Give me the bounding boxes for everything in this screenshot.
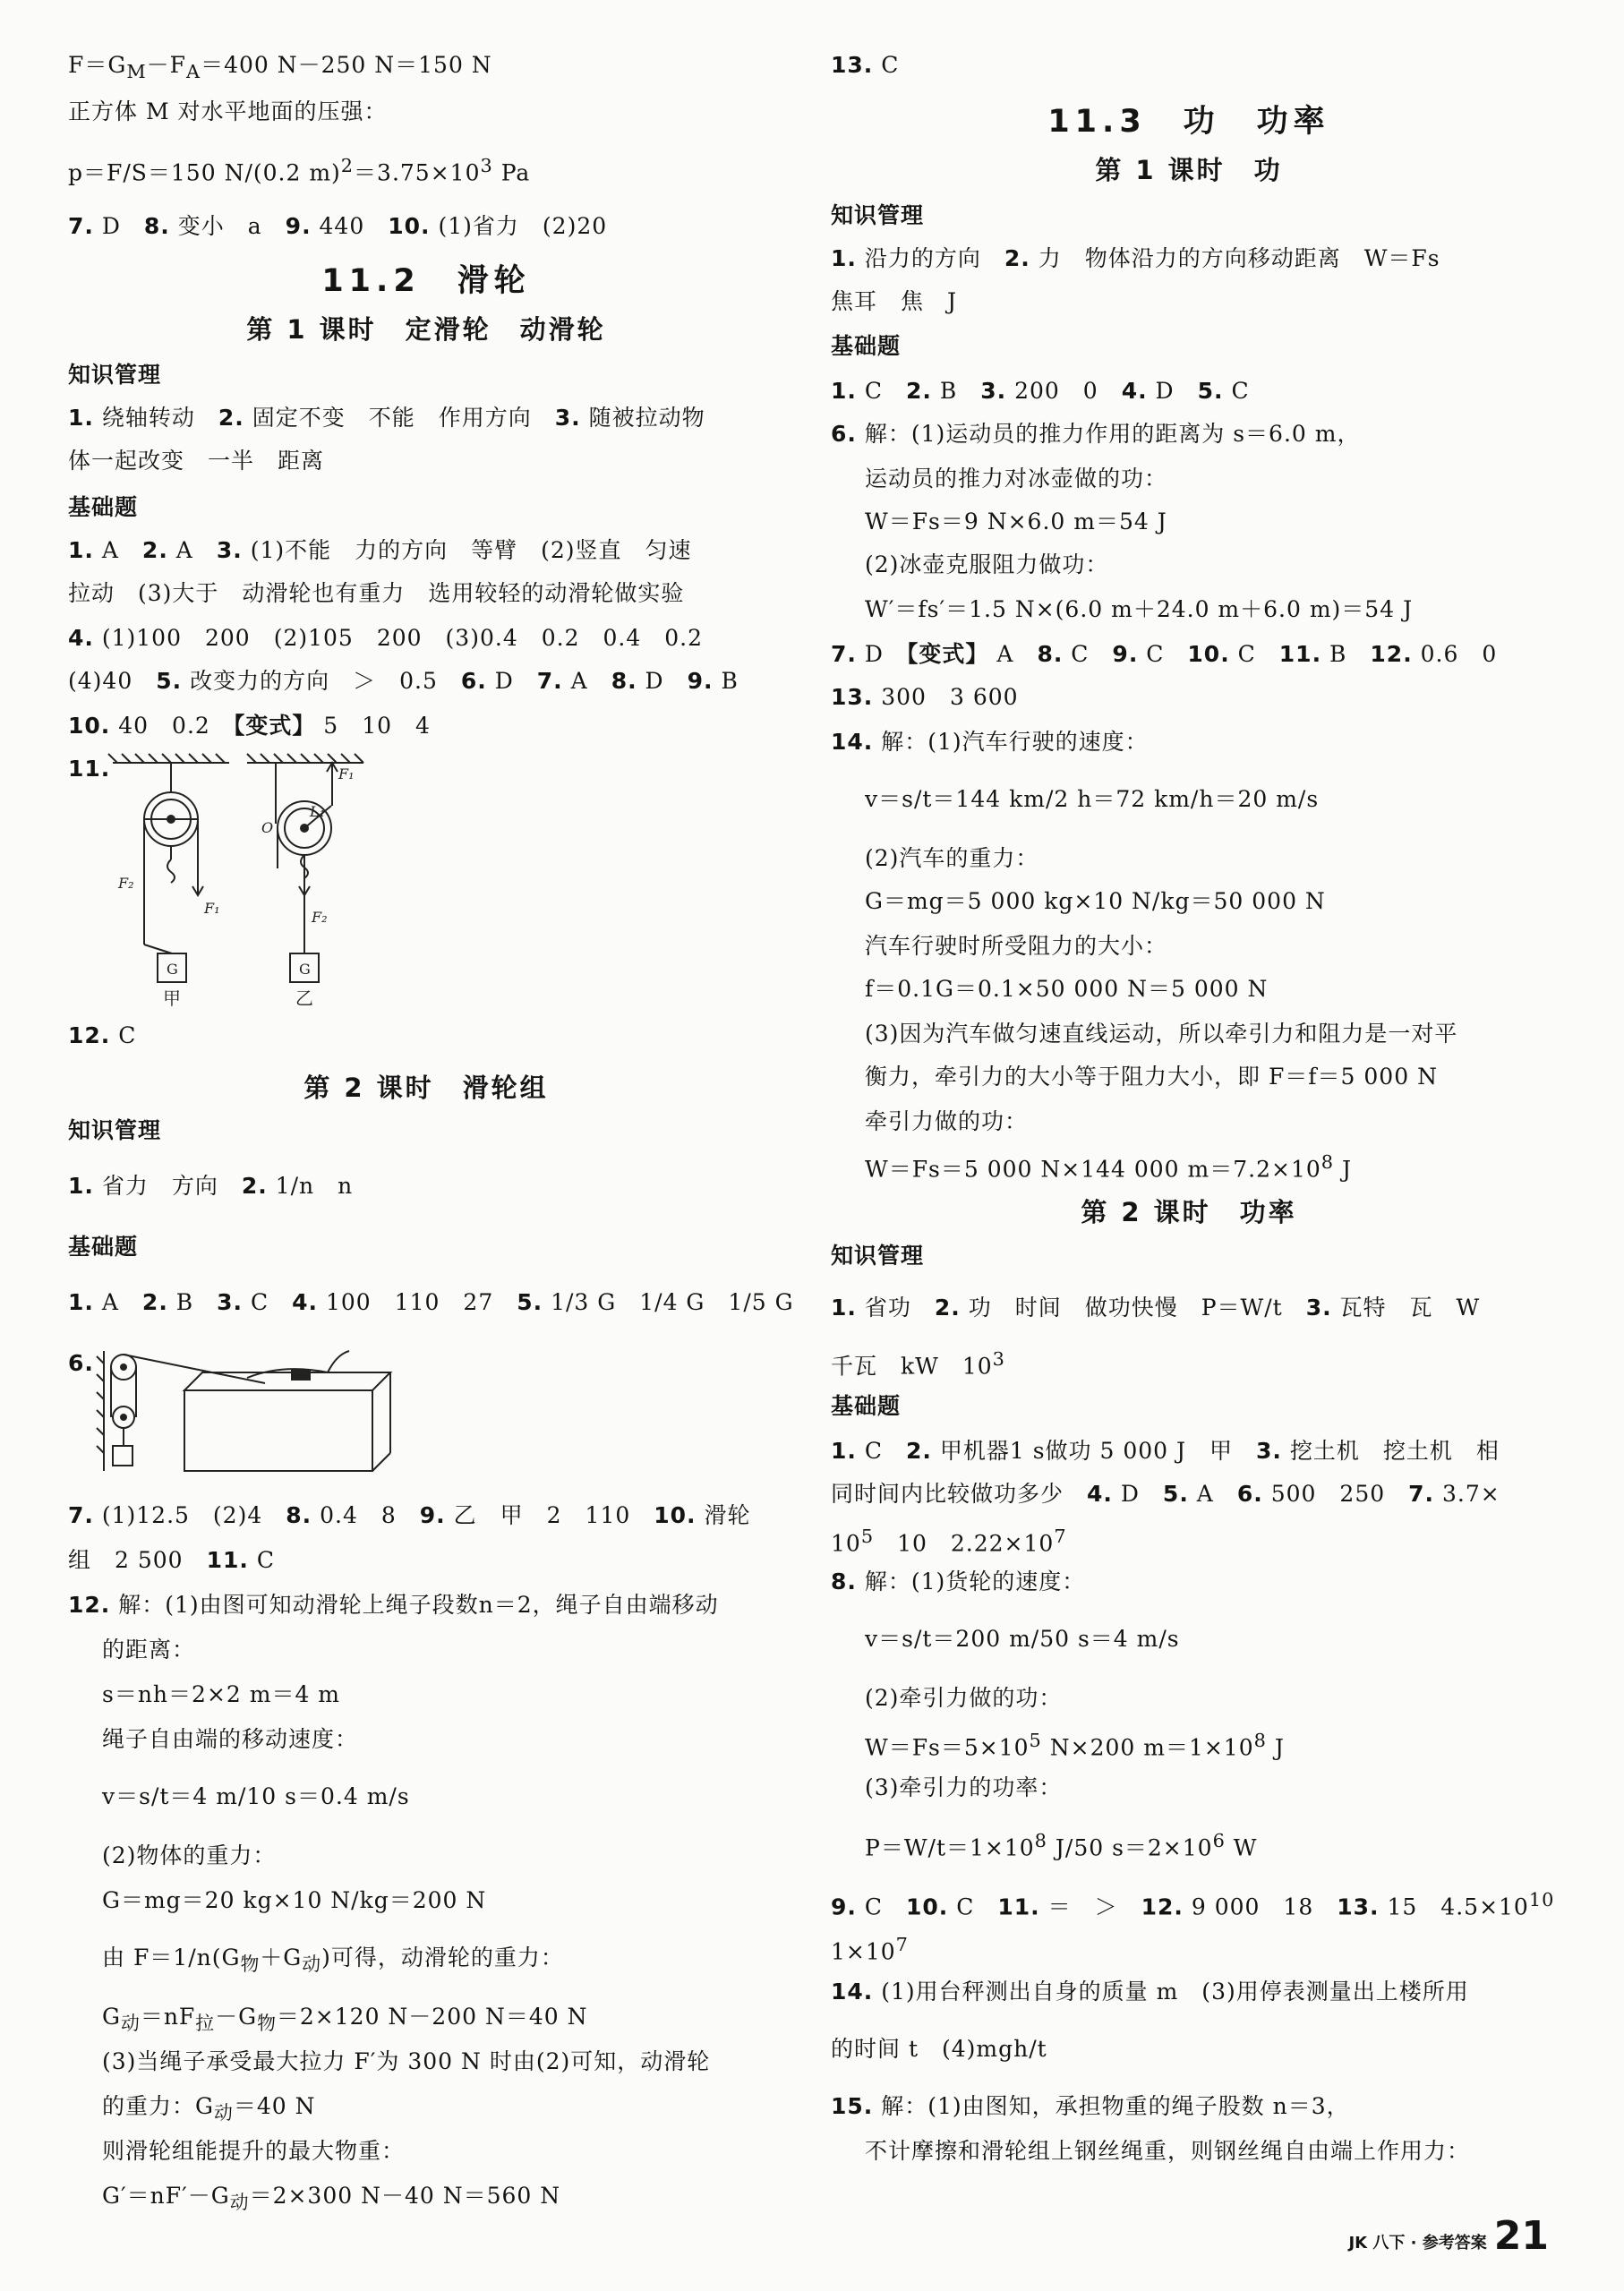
text-line: 运动员的推力对冰壶做的功： [865,466,1168,492]
text-line: $10^5$ 10 $2.22\times 10^7$ [831,1526,1067,1557]
section-header: 知识管理 [831,1243,925,1269]
section-header: 知识管理 [68,1117,162,1143]
label-l1: L₁ [310,803,326,820]
text-line: W＝Fs＝9 N×6.0 m＝54 J [865,509,1167,534]
text-line: 14. (1)用台秤测出自身的质量 m (3)用停表测量出上楼所用 [831,1979,1469,2005]
text-line: (2)牵引力做的功： [865,1685,1063,1711]
text-line: f＝0.1G＝0.1×50 000 N＝5 000 N [865,976,1269,1002]
text-line: $1\times 10^7$ [831,1934,909,1965]
section-header: 基础题 [68,1234,139,1260]
text-line: G＝mg＝5 000 kg×10 N/kg＝50 000 N [865,888,1326,914]
section-header: 基础题 [68,494,139,520]
text-line: 1. 绕轴转动 2. 固定不变 不能 作用方向 3. 随被拉动物 [68,405,705,431]
text-line: $G_动=nF_拉-G_物=2\times 120$ N－200 N＝40 N [102,2004,588,2034]
section-title: 11.2 滑轮 [321,263,531,299]
lesson-title: 第 1 课时 定滑轮 动滑轮 [246,314,606,345]
lesson-title: 第 1 课时 功 [1095,155,1283,185]
text-line: 的距离： [102,1637,196,1663]
footer-tag: JK 八下 · 参考答案 [1348,2234,1487,2253]
text-line: 7. D 8. 变小 a 9. 440 10. (1)省力 (2)20 [68,213,608,239]
label-f1: F₁ [338,765,355,782]
text-line: 15. 解：(1)由图知，承担物重的绳子股数 n＝3， [831,2093,1350,2119]
text-line: $P=W/t=1\times 10^8$ J/50 $s=2\times 10^6$ W [865,1830,1258,1861]
text-line: 则滑轮组能提升的最大物重： [102,2138,406,2164]
text-line: (3)牵引力的功率： [865,1774,1063,1800]
text-line: 的重力：$G_动=40$ N [102,2093,316,2124]
text-line: 1. 沿力的方向 2. 力 物体沿力的方向移动距离 W＝Fs [831,245,1440,271]
label-g: G [167,961,178,978]
text-line: (2)冰壶克服阻力做功： [865,551,1109,577]
text-line: $G'=nF'-G_动=2\times 300$ N－40 N＝560 N [102,2183,561,2213]
text-line: 1. C 2. B 3. 200 0 4. D 5. C [831,378,1250,404]
lesson-title: 第 2 课时 滑轮组 [303,1073,549,1103]
text-line: $W=Fs=5\times 10^5$ N×200 $m=1\times 10^8$ J [865,1730,1285,1761]
text-line: 12. 解：(1)由图可知动滑轮上绳子段数n＝2，绳子自由端移动 [68,1592,719,1618]
text-line: v＝s/t＝4 m/10 s＝0.4 m/s [102,1783,410,1809]
page-number: 21 [1493,2213,1549,2259]
text-line: 拉动 (3)大于 动滑轮也有重力 选用较轻的动滑轮做实验 [68,580,685,606]
text-line: 1. A 2. B 3. C 4. 100 110 27 5. 1/3 G 1/4 G 1/5 G [68,1289,794,1315]
text-line: W＝Fs＝5 000 N×144 000 $m=7.2\times 10^8$ J [865,1151,1352,1183]
text-line: 13. C [831,52,900,78]
text-line: 6. 解：(1)运动员的推力作用的距离为 s＝6.0 m， [831,421,1361,447]
text-line: 12. C [68,1022,137,1048]
text-line: 9. C 10. C 11. ＝ ＞ 12. 9 000 18 13. 15 $4.5\times 10^{10}$ [831,1889,1555,1920]
text-line: (2)物体的重力： [102,1842,277,1868]
text-line: 的时间 t (4)mgh/t [831,2036,1047,2062]
text-line: 13. 300 3 600 [831,684,1019,710]
pulley-diagram [104,752,381,1012]
label-yi: 乙 [295,987,313,1009]
text-line: 绳子自由端的移动速度： [102,1726,359,1752]
text-line: W′＝fs′＝1.5 N×(6.0 m＋24.0 m＋6.0 m)＝54 J [865,596,1414,622]
text-line: 不计摩擦和滑轮组上钢丝绳重，则钢丝绳自由端上作用力： [865,2138,1471,2164]
label-f2: F₂ [118,875,134,892]
text-line: 焦耳 焦 J [831,288,958,314]
text-line: 1. 省功 2. 功 时间 做功快慢 P＝W/t 3. 瓦特 瓦 W [831,1295,1481,1321]
text-line: 由 $F=1/n(G_物+G_动)$可得，动滑轮的重力： [102,1945,564,1975]
text-line: 8. 解：(1)货轮的速度： [831,1569,1086,1594]
text-line: 千瓦 kW $10^3$ [831,1348,1005,1380]
section-header: 基础题 [831,333,902,359]
text-line: v＝s/t＝144 km/2 h＝72 km/h＝20 m/s [865,786,1320,812]
text-line: 体一起改变 一半 距离 [68,448,325,474]
text-line: 牵引力做的功： [865,1108,1029,1134]
pulley-bed-diagram [86,1346,408,1480]
text-line: $F=G_M-F_A=400$ N－250 N＝150 N [68,52,492,82]
text-line: 衡力，牵引力的大小等于阻力大小，即 F＝f＝5 000 N [865,1064,1438,1090]
text-line: G＝mg＝20 kg×10 N/kg＝200 N [102,1887,487,1913]
question-number: 6. [68,1350,94,1376]
question-number: 11. [68,756,111,782]
label-jia: 甲 [163,987,181,1009]
text-line: 1. A 2. A 3. (1)不能 力的方向 等臂 (2)竖直 匀速 [68,537,692,563]
text-line: 7. D 【变式】 A 8. C 9. C 10. C 11. B 12. 0.6 0 [831,641,1498,667]
section-header: 基础题 [831,1393,902,1419]
text-line: 7. (1)12.5 (2)4 8. 0.4 8 9. 乙 甲 2 110 10. 滑轮 [68,1502,751,1528]
lesson-title: 第 2 课时 功率 [1081,1197,1297,1227]
text-line: 4. (1)100 200 (2)105 200 (3)0.4 0.2 0.4 0.2 [68,625,703,651]
page-footer [1348,2213,1549,2259]
section-header: 知识管理 [831,202,925,228]
label-o: O [261,819,274,836]
text-line: 正方体 M 对水平地面的压强： [68,98,388,124]
text-line: (2)汽车的重力： [865,845,1039,871]
label-f2: F₂ [312,909,328,926]
text-line: 组 2 500 11. C [68,1547,275,1573]
section-header: 知识管理 [68,362,162,388]
text-line: 1. 省力 方向 2. 1/n n [68,1173,354,1199]
text-line: 1. C 2. 甲机器1 s做功 5 000 J 甲 3. 挖土机 挖土机 相 [831,1438,1500,1464]
label-f1: F₁ [204,900,220,917]
text-line: 10. 40 0.2 【变式】 5 10 4 [68,713,431,739]
label-g: G [299,961,311,978]
text-line: s＝nh＝2×2 m＝4 m [102,1681,341,1707]
text-line: v＝s/t＝200 m/50 s＝4 m/s [865,1626,1180,1652]
text-line: 汽车行驶时所受阻力的大小： [865,933,1168,959]
text-line: p＝F/S＝150 N/(0.2 $m)^2=3.75\times 10^3$ Pa [68,155,531,186]
text-line: 14. 解：(1)汽车行驶的速度： [831,729,1149,755]
text-line: 同时间内比较做功多少 4. D 5. A 6. 500 250 7. 3.7× [831,1481,1500,1507]
text-line: (4)40 5. 改变力的方向 ＞ 0.5 6. D 7. A 8. D 9. B [68,668,739,694]
text-line: (3)当绳子承受最大拉力 F′为 300 N 时由(2)可知，动滑轮 [102,2048,711,2074]
section-title: 11.3 功 功率 [1047,104,1330,140]
text-line: (3)因为汽车做匀速直线运动，所以牵引力和阻力是一对平 [865,1021,1458,1047]
